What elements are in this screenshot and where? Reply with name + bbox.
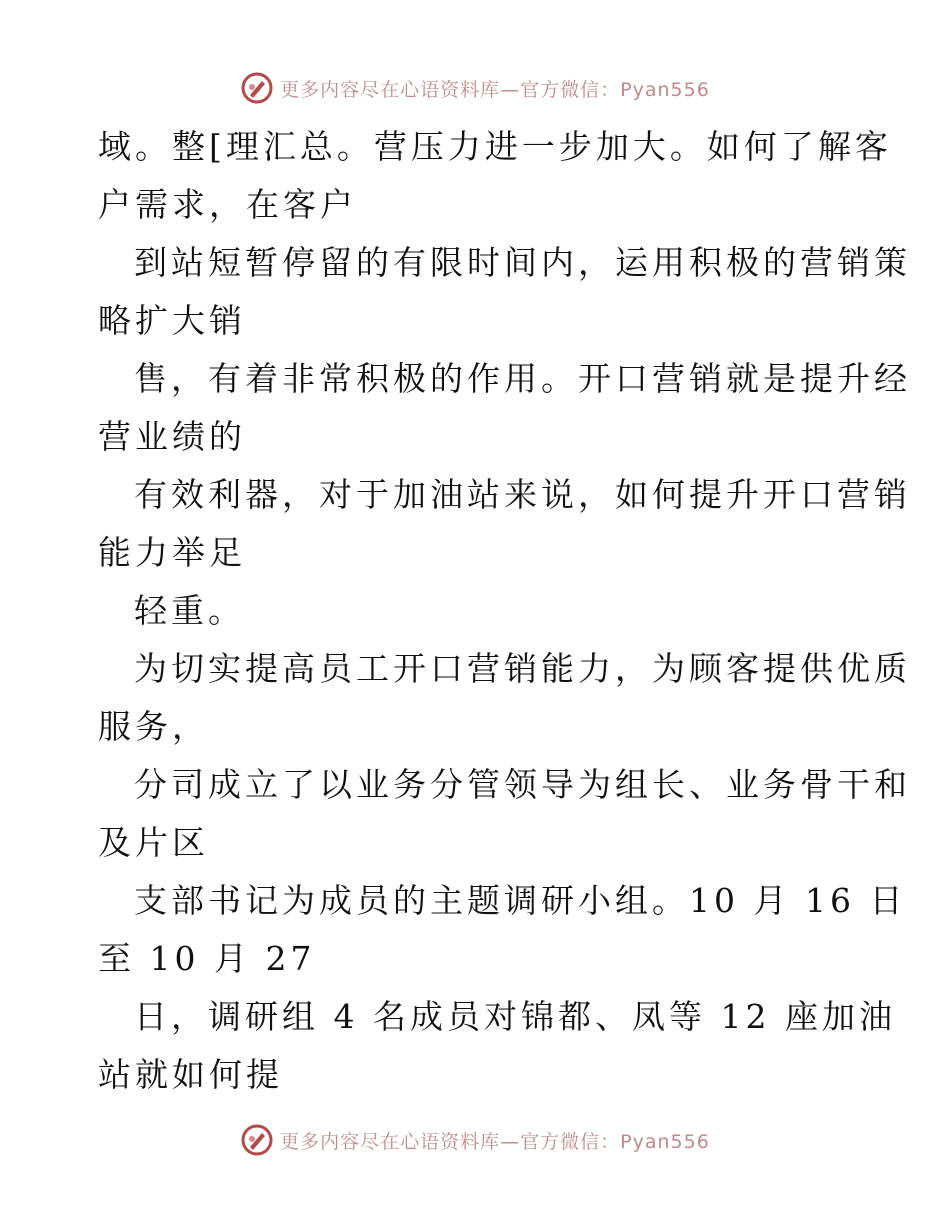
text-line: 站就如何提	[98, 1055, 283, 1094]
header-banner-text: 更多内容尽在心语资料库—官方微信：Pyan556	[280, 78, 710, 101]
header-banner	[0, 68, 950, 108]
text-line: 有效利器，对于加油站来说，如何提升开口营销	[134, 475, 911, 514]
document-body	[98, 118, 911, 1104]
text-line: 支部书记为成员的主题调研小组。10 月 16 日	[134, 881, 907, 920]
text-line: 到站短暂停留的有限时间内，运用积极的营销策	[134, 243, 911, 282]
text-line: 至 10 月 27	[98, 939, 316, 978]
text-line: 分司成立了以业务分管领导为组长、业务骨干和	[134, 765, 911, 804]
text-line: 略扩大销	[98, 301, 246, 340]
footer-banner	[0, 1120, 950, 1160]
text-line: 轻重。	[134, 591, 245, 630]
pen-logo-icon	[240, 71, 274, 105]
text-line: 营业绩的	[98, 417, 246, 456]
text-line: 服务，	[98, 707, 209, 746]
text-line: 能力举足	[98, 533, 246, 572]
pen-logo-icon	[240, 1123, 274, 1157]
text-line: 日，调研组 4 名成员对锦都、凤等 12 座加油	[134, 997, 896, 1036]
text-line: 户需求，在客户	[98, 185, 357, 224]
text-line: 为切实提高员工开口营销能力，为顾客提供优质	[134, 649, 911, 688]
text-line: 域。整[理汇总。营压力进一步加大。如何了解客	[98, 127, 892, 166]
footer-banner-inner	[240, 1123, 710, 1157]
footer-banner-text: 更多内容尽在心语资料库—官方微信：Pyan556	[280, 1130, 710, 1153]
header-banner-inner	[240, 71, 710, 105]
text-line: 售，有着非常积极的作用。开口营销就是提升经	[134, 359, 911, 398]
text-line: 及片区	[98, 823, 209, 862]
